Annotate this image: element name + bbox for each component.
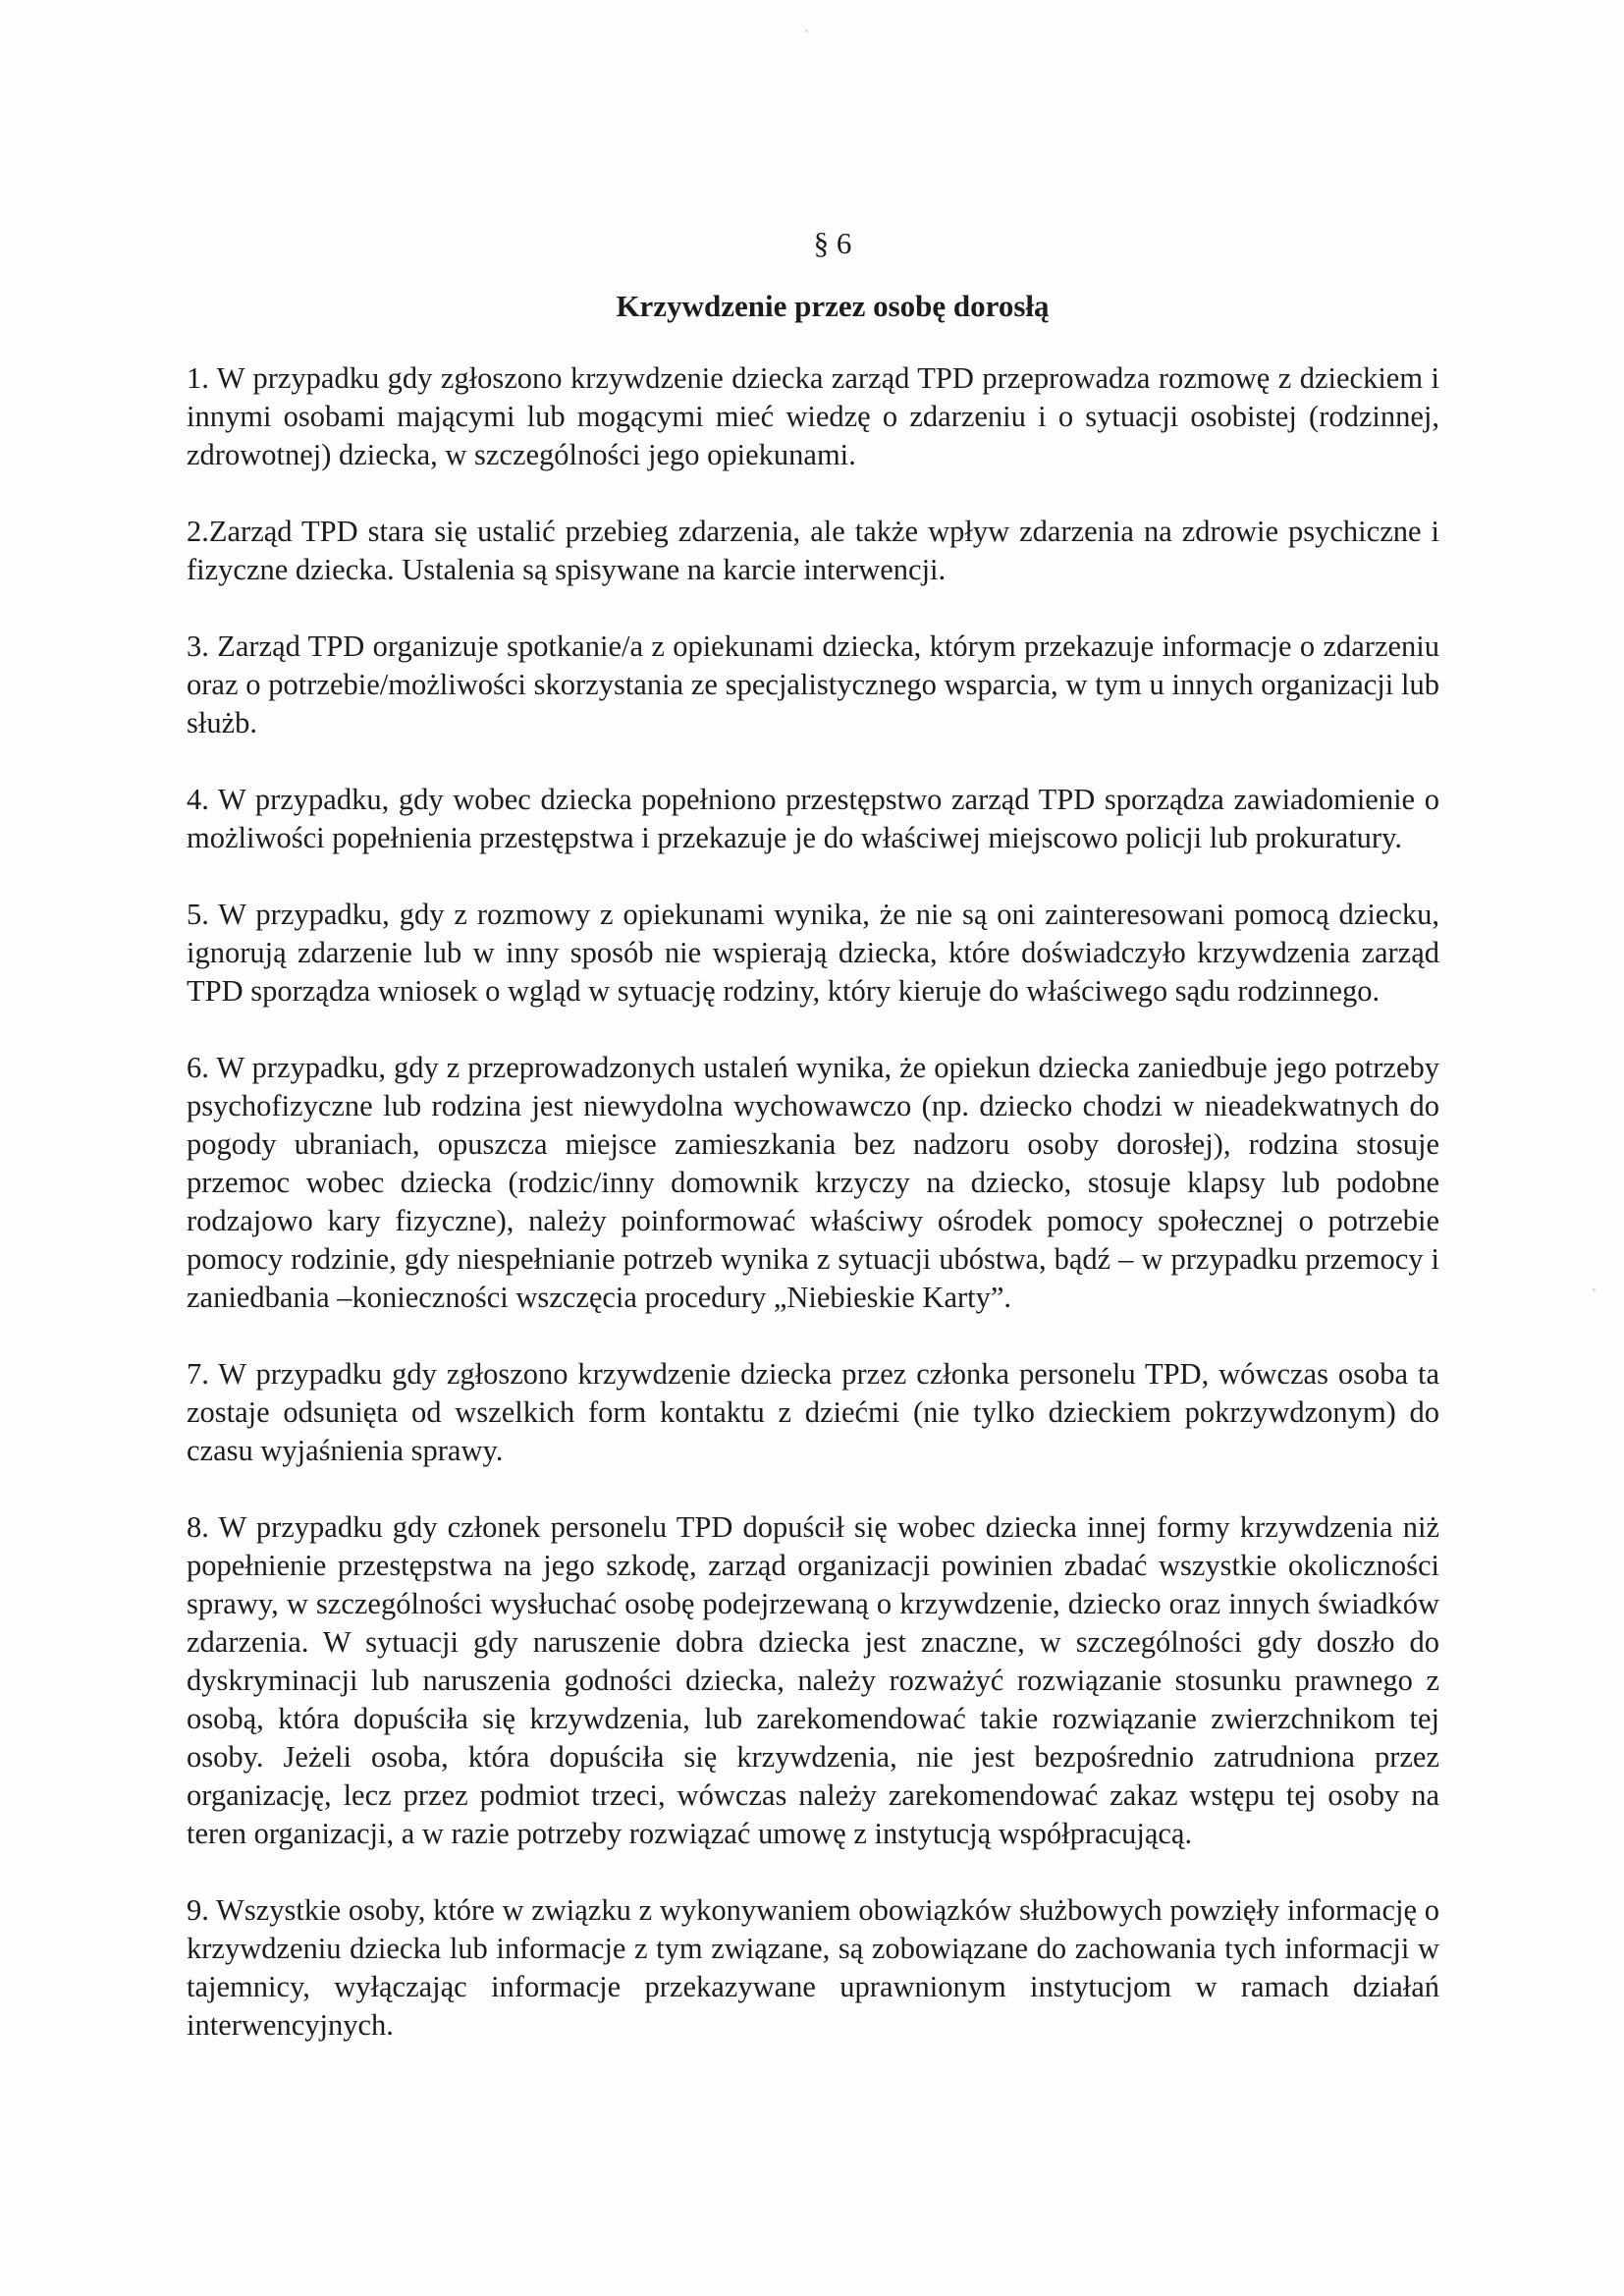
paragraph-3: 3. Zarząd TPD organizuje spotkanie/a z opiekunami dziecka, którym przekazuje informacje o zdarzeniu oraz o potrzebie/możliwości skorzystania ze specjalistycznego wsparcia, w tym u innych organizacji lub służb. — [187, 629, 1439, 739]
paragraph-5: 5. W przypadku, gdy z rozmowy z opiekunami wynika, że nie są oni zainteresowani pomocą dziecku, ignorują zdarzenie lub w inny sposób nie wspierają dziecka, które doświadczyło krzywdzenia zarząd TPD sporządza wniosek o wgląd w sytuację rodziny, który kieruje do właściwego sądu rodzinnego. — [187, 898, 1439, 1008]
paragraph-1: 1. W przypadku gdy zgłoszono krzywdzenie dziecka zarząd TPD przeprowadza rozmowę z dzieckiem i innymi osobami mającymi lub mogącymi mieć wiedzę o zdarzeniu i o sytuacji osobistej (rodzinnej, zdrowotnej) dziecka, w szczególności jego opiekunami. — [187, 361, 1439, 471]
paragraph-6: 6. W przypadku, gdy z przeprowadzonych ustaleń wynika, że opiekun dziecka zaniedbuje jego potrzeby psychofizyczne lub rodzina jest niewydolna wychowawczo (np. dziecko chodzi w nieadekwatnych do pogody ubraniach, opuszcza miejsce zamieszkania bez nadzoru osoby dorosłej), rodzina stosuje przemoc wobec dziecka (rodzic/inny domownik krzyczy na dziecko, stosuje klapsy lub podobne rodzajowo kary fizyczne), należy poinformować właściwy ośrodek pomocy społecznej o potrzebie pomocy rodzinie, gdy niespełnianie potrzeb wynika z sytuacji ubóstwa, bądź – w przypadku przemocy i zaniedbania –konieczności wszczęcia procedury „Niebieskie Karty”. — [187, 1051, 1439, 1314]
paragraph-7: 7. W przypadku gdy zgłoszono krzywdzenie dziecka przez członka personelu TPD, wówczas osoba ta zostaje odsunięta od wszelkich form kontaktu z dziećmi (nie tylko dzieckiem pokrzywdzonym) do czasu wyjaśnienia sprawy. — [187, 1357, 1439, 1467]
document-body — [187, 224, 1439, 2045]
scan-speck — [1593, 1288, 1596, 1291]
paragraph-8: 8. W przypadku gdy członek personelu TPD dopuścił się wobec dziecka innej formy krzywdzenia niż popełnienie przestępstwa na jego szkodę, zarząd organizacji powinien zbadać wszystkie okoliczności sprawy, w szczególności wysłuchać osobę podejrzewaną o krzywdzenie, dziecko oraz innych świadków zdarzenia. W sytuacji gdy naruszenie dobra dziecka jest znaczne, w szczególności gdy doszło do dyskryminacji lub naruszenia godności dziecka, należy rozważyć rozwiązanie stosunku prawnego z osobą, która dopuściła się krzywdzenia, lub zarekomendować takie rozwiązanie zwierzchnikom tej osoby. Jeżeli osoba, która dopuściła się krzywdzenia, nie jest bezpośrednio zatrudniona przez organizację, lecz przez podmiot trzeci, wówczas należy zarekomendować zakaz wstępu tej osoby na teren organizacji, a w razie potrzeby rozwiązać umowę z instytucją współpracującą. — [187, 1510, 1439, 1850]
section-number: § 6 — [813, 226, 852, 260]
section-title: Krzywdzenie przez osobę dorosłą — [616, 289, 1050, 323]
scan-speck — [805, 29, 808, 32]
paragraph-9: 9. Wszystkie osoby, które w związku z wykonywaniem obowiązków służbowych powzięły informację o krzywdzeniu dziecka lub informacje z tym związane, są zobowiązane do zachowania tych informacji w tajemnicy, wyłączając informacje przekazywane uprawnionym instytucjom w ramach działań interwencyjnych. — [187, 1893, 1439, 2042]
paragraph-4: 4. W przypadku, gdy wobec dziecka popełniono przestępstwo zarząd TPD sporządza zawiadomienie o możliwości popełnienia przestępstwa i przekazuje je do właściwej miejscowo policji lub prokuratury. — [187, 783, 1439, 854]
paragraph-2: 2.Zarząd TPD stara się ustalić przebieg zdarzenia, ale także wpływ zdarzenia na zdrowie psychiczne i fizyczne dziecka. Ustalenia są spisywane na karcie interwencji. — [187, 515, 1439, 586]
